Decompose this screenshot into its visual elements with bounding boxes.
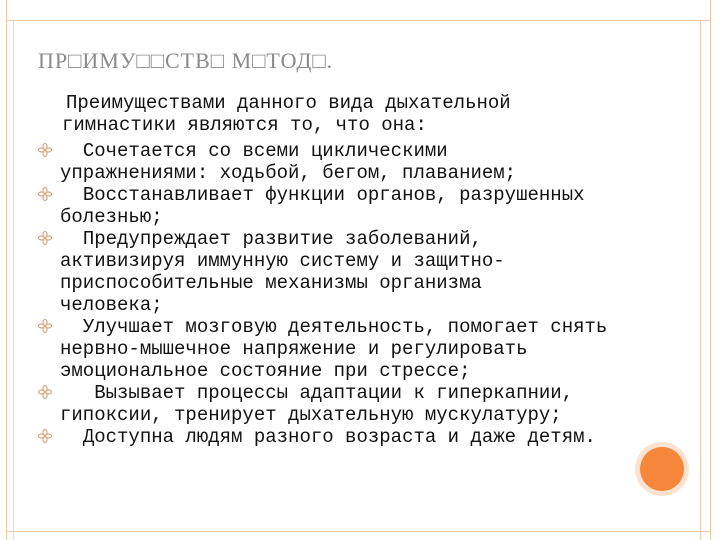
intro-line-2: гимнастики являются то, что она: bbox=[62, 114, 427, 136]
list-item bbox=[38, 140, 618, 184]
frame-line-right-outer bbox=[710, 0, 711, 540]
intro-text bbox=[62, 92, 622, 136]
bullet-text: Вызывает процессы адаптации к гиперкапнии, гипоксии, тренирует дыхательную мускулатуру; bbox=[60, 382, 574, 426]
frame-line-bottom bbox=[6, 531, 711, 532]
intro-line-1: Преимуществами данного вида дыхательной bbox=[66, 92, 511, 114]
flower-bullet-icon bbox=[38, 143, 52, 157]
bullet-list bbox=[38, 140, 618, 448]
bullet-text: Восстанавливает функции органов, разрушенных болезнью; bbox=[60, 184, 585, 228]
frame-line-top bbox=[6, 20, 711, 21]
frame-line-right-inner bbox=[700, 20, 701, 540]
flower-bullet-icon bbox=[38, 231, 52, 245]
slide-title: ПР□ИМУ□□СТВ□ М□ТОД□. bbox=[38, 48, 334, 73]
list-item bbox=[38, 228, 618, 316]
bullet-text: Сочетается со всеми циклическими упражнениями: ходьбой, бегом, плаванием; bbox=[60, 140, 517, 184]
flower-bullet-icon bbox=[38, 385, 52, 399]
bullet-text: Улучшает мозговую деятельность, помогает снять нервно-мышечное напряжение и регулировать эмоциональное состояние при стрессе; bbox=[60, 316, 608, 382]
bullet-text: Доступна людям разного возраста и даже детям. bbox=[60, 426, 596, 448]
bullet-text: Предупреждает развитие заболеваний, активизируя иммунную систему и защитно- приспособительные механизмы организма человека; bbox=[60, 228, 505, 316]
flower-bullet-icon bbox=[38, 187, 52, 201]
flower-bullet-icon bbox=[38, 319, 52, 333]
list-item bbox=[38, 382, 618, 426]
list-item bbox=[38, 316, 618, 382]
flower-bullet-icon bbox=[38, 429, 52, 443]
frame-line-left-inner bbox=[13, 20, 14, 540]
frame-line-left bbox=[6, 0, 7, 540]
list-item bbox=[38, 184, 618, 228]
list-item bbox=[38, 426, 618, 448]
orange-circle-decoration bbox=[640, 447, 684, 491]
